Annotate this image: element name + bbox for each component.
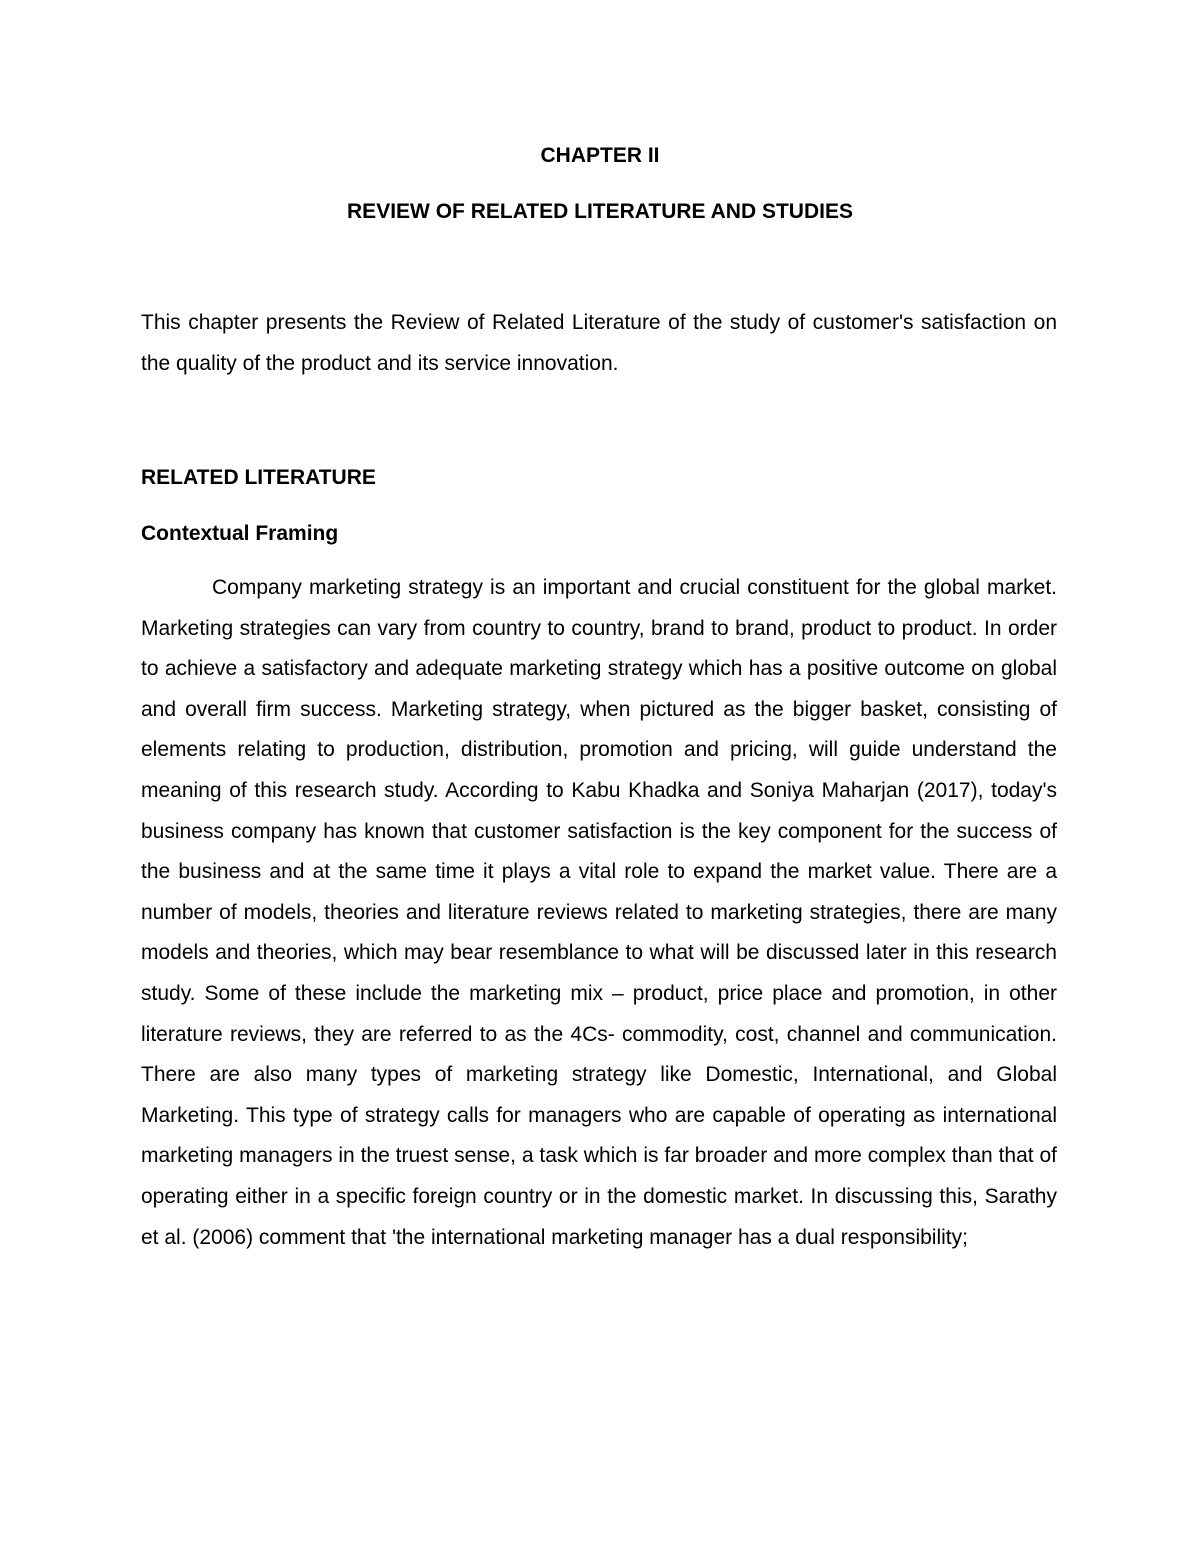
section-heading-related-literature: RELATED LITERATURE [141,466,376,489]
chapter-title: CHAPTER II [540,144,660,167]
subsection-heading-contextual-framing: Contextual Framing [141,522,339,545]
intro-paragraph: This chapter presents the Review of Related Literature of the study of customer's satisfaction on the quality of the product and its service innovation. [141,311,1057,375]
chapter-subtitle: REVIEW OF RELATED LITERATURE AND STUDIES [347,200,853,223]
contextual-framing-paragraph: Company marketing strategy is an important and crucial constituent for the global market. Marketing strategies can vary from country to country, brand to brand, product to product. In order to achieve a satisfactory and adequate marketing strategy which has a positive outcome on global and overall firm success. Marketing strategy, when pictured as the bigger basket, consisting of elements relating to production, distribution, promotion and pricing, will guide understand the meaning of this research study. According to Kabu Khadka and Soniya Maharjan (2017), today's business company has known that customer satisfaction is the key component for the success of the business and at the same time it plays a vital role to expand the market value. There are a number of models, theories and literature reviews related to marketing strategies, there are many models and theories, which may bear resemblance to what will be discussed later in this research study. Some of these include the marketing mix – product, price place and promotion, in other literature reviews, they are referred to as the 4Cs- commodity, cost, channel and communication. There are also many types of marketing strategy like Domestic, International, and Global Marketing. This type of strategy calls for managers who are capable of operating as international marketing managers in the truest sense, a task which is far broader and more complex than that of operating either in a specific foreign country or in the domestic market. In discussing this, Sarathy et al. (2006) comment that 'the international marketing manager has a dual responsibility; [141,576,1057,1249]
